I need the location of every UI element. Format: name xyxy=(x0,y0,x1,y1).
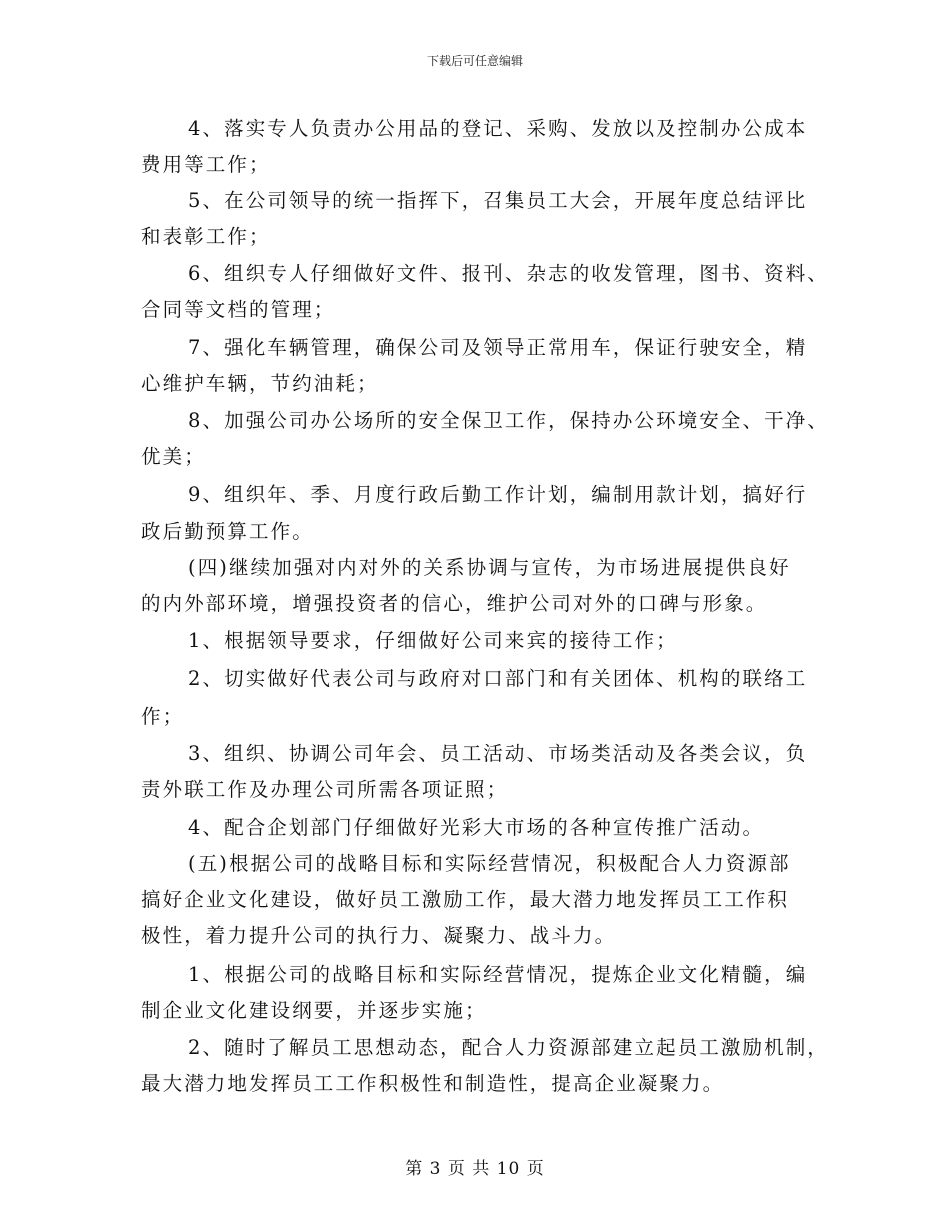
paragraph-line: 和表彰工作； xyxy=(141,225,271,248)
paragraph-line: 极性，着力提升公司的执行力、凝聚力、战斗力。 xyxy=(141,924,617,947)
paragraph-line: 制企业文化建设纲要，并逐步实施； xyxy=(141,999,487,1022)
paragraph-line: 4、落实专人负责办公用品的登记、采购、发放以及控制办公成本 xyxy=(188,117,808,140)
paragraph-line: 1、根据公司的战略目标和实际经营情况，提炼企业文化精髓，编 xyxy=(188,963,808,986)
page-header: 下载后可任意编辑 xyxy=(426,54,523,68)
paragraph-line: 政后勤预算工作。 xyxy=(141,520,314,543)
paragraph-line: 6、组织专人仔细做好文件、报刊、杂志的收发管理，图书、资料、 xyxy=(188,262,829,285)
paragraph-line: 最大潜力地发挥员工工作积极性和制造性，提高企业凝聚力。 xyxy=(141,1072,725,1095)
paragraph-line: (四)继续加强对内对外的关系协调与宣传，为市场进展提供良好 xyxy=(188,556,791,579)
paragraph-line: 合同等文档的管理； xyxy=(141,298,336,321)
paragraph-line: 1、根据领导要求，仔细做好公司来宾的接待工作； xyxy=(188,629,678,652)
paragraph-line: 9、组织年、季、月度行政后勤工作计划，编制用款计划，搞好行 xyxy=(188,483,808,506)
paragraph-line: 责外联工作及办理公司所需各项证照； xyxy=(141,778,509,801)
paragraph-line: 费用等工作； xyxy=(141,153,271,176)
paragraph-line: 优美； xyxy=(141,445,206,468)
page-number: 第 3 页 共 10 页 xyxy=(405,1159,545,1179)
paragraph-line: 5、在公司领导的统一指挥下，召集员工大会，开展年度总结评比 xyxy=(188,189,808,212)
paragraph-line: 2、随时了解员工思想动态，配合人力资源部建立起员工激励机制， xyxy=(188,1036,829,1059)
paragraph-line: 8、加强公司办公场所的安全保卫工作，保持办公环境安全、干净、 xyxy=(188,409,829,432)
paragraph-line: 作； xyxy=(141,705,185,728)
paragraph-line: 4、配合企划部门仔细做好光彩大市场的各种宣传推广活动。 xyxy=(188,816,765,839)
paragraph-line: 3、组织、协调公司年会、员工活动、市场类活动及各类会议，负 xyxy=(188,742,808,765)
paragraph-line: 搞好企业文化建设，做好员工激励工作，最大潜力地发挥员工工作积 xyxy=(141,888,790,911)
paragraph-line: 2、切实做好代表公司与政府对口部门和有关团体、机构的联络工 xyxy=(188,667,808,690)
paragraph-line: 7、强化车辆管理，确保公司及领导正常用车，保证行驶安全，精 xyxy=(188,336,808,359)
paragraph-line: (五)根据公司的战略目标和实际经营情况，积极配合人力资源部 xyxy=(188,852,791,875)
paragraph-line: 心维护车辆，节约油耗； xyxy=(141,372,379,395)
paragraph-line: 的内外部环境，增强投资者的信心，维护公司对外的口碑与形象。 xyxy=(141,592,768,615)
